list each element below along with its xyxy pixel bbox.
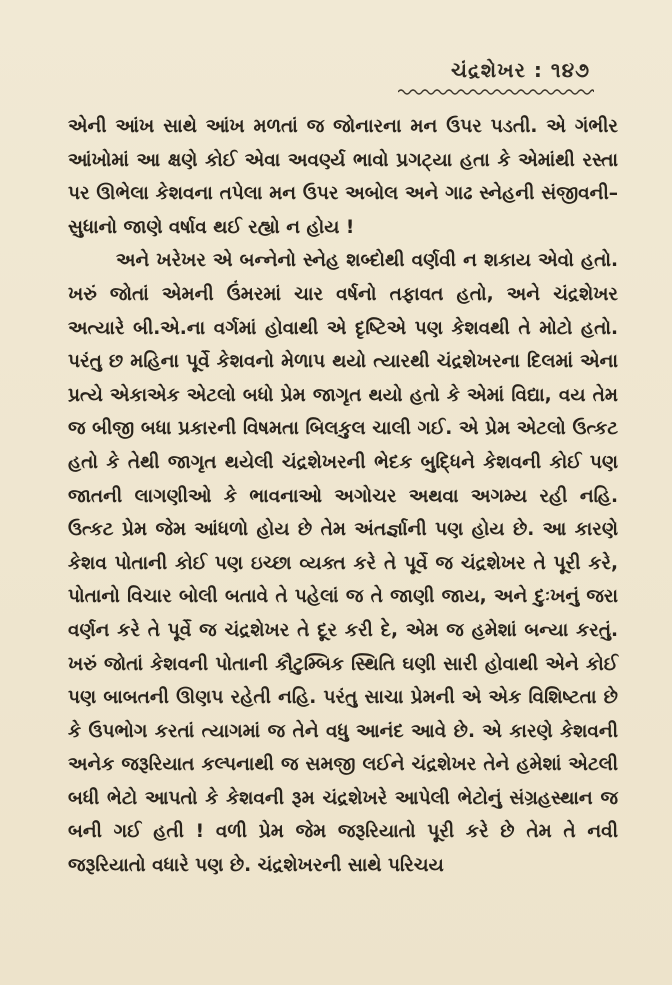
paragraph-main: અને ખરેખર એ બન્નેનો સ્નેહ શબ્દોથી વર્ણવી ન શકાય એવો હતો. ખરું જોતાં એમની ઉંમરમાં ચાર વર્ષનો તફાવત હતો, અને ચંદ્રશેખર અત્યારે બી.એ.ના વર્ગમાં હોવાથી એ દૃષ્ટિએ પણ કેશવથી તે મોટો હતો. પરંતુ છ મહિના પૂર્વે કેશવનો મેળાપ થયો ત્યારથી ચંદ્રશેખરના દિલમાં એના પ્રત્યે એકાએક એટલો બધો પ્રેમ જાગૃત થયો હતો કે એમાં વિદ્યા, વય તેમ જ બીજી બધા પ્રકારની વિષમતા બિલકુલ ચાલી ગઈ. એ પ્રેમ એટલો ઉત્કટ હતો કે તેથી જાગૃત થયેલી ચંદ્રશેખરની ભેદક બુદ્ધિને કેશવની કોઈ પણ જાતની લાગણીઓ કે ભાવનાઓ અગોચર અથવા અગમ્ય રહી નહિ. ઉત્કટ પ્રેમ જેમ આંધળો હોય છે તેમ અંતર્જ્ઞાની પણ હોય છે. આ કારણે કેશવ પોતાની કોઈ પણ ઇચ્છા વ્યક્ત કરે તે પૂર્વે જ ચંદ્રશેખર તે પૂરી કરે, પોતાનો વિચાર બોલી બતાવે તે પહેલાં જ તે જાણી જાય, અને દુઃખનું જરા વર્ણન કરે તે પૂર્વે જ ચંદ્રશેખર તે દૂર કરી દે, એમ જ હમેશાં બન્યા કરતું. ખરું જોતાં કેશવની પોતાની કૌટુમ્બિક સ્થિતિ ઘણી સારી હોવાથી એને કોઈ પણ બાબતની ઊણપ રહેતી નહિ. પરંતુ સાચા પ્રેમની એ એક વિશિષ્ટતા છે કે ઉપભોગ કરતાં ત્યાગમાં જ તેને વધુ આનંદ આવે છે. એ કારણે કેશવની અનેક જરૂરિયાત કલ્પનાથી જ સમજી લઈને ચંદ્રશેખર તેને હમેશાં એટલી બધી ભેટો આપતો કે કેશવની રૂમ ચંદ્રશેખરે આપેલી ભેટોનું સંગ્રહસ્થાન જ બની ગઈ હતી ! વળી પ્રેમ જેમ જરૂરિયાતો પૂરી કરે છે તેમ તે નવી જરૂરિયાતો વધારે પણ છે. ચંદ્રશેખરની સાથે પરિચય <box>68 250 618 877</box>
header-wavy-rule <box>398 88 594 96</box>
body-text <box>68 110 618 883</box>
running-header: ચંદ્રશેખર : ૧૪૭ <box>450 58 590 82</box>
paragraph-continued: એની આંખ સાથે આંખ મળતાં જ જોનારના મન ઉપર પડતી. એ ગંભીર આંખોમાં આ ક્ષણે કોઈ એવા અવર્ણ્ય ભાવો પ્રગટ્યા હતા કે એમાંથી રસ્તા પર ઊભેલા કેશવના તપેલા મન ઉપર અબોલ અને ગાઢ સ્નેહની સંજીવની–સુધાનો જાણે વર્ષાવ થઈ રહ્યો ન હોય ! <box>68 116 618 238</box>
